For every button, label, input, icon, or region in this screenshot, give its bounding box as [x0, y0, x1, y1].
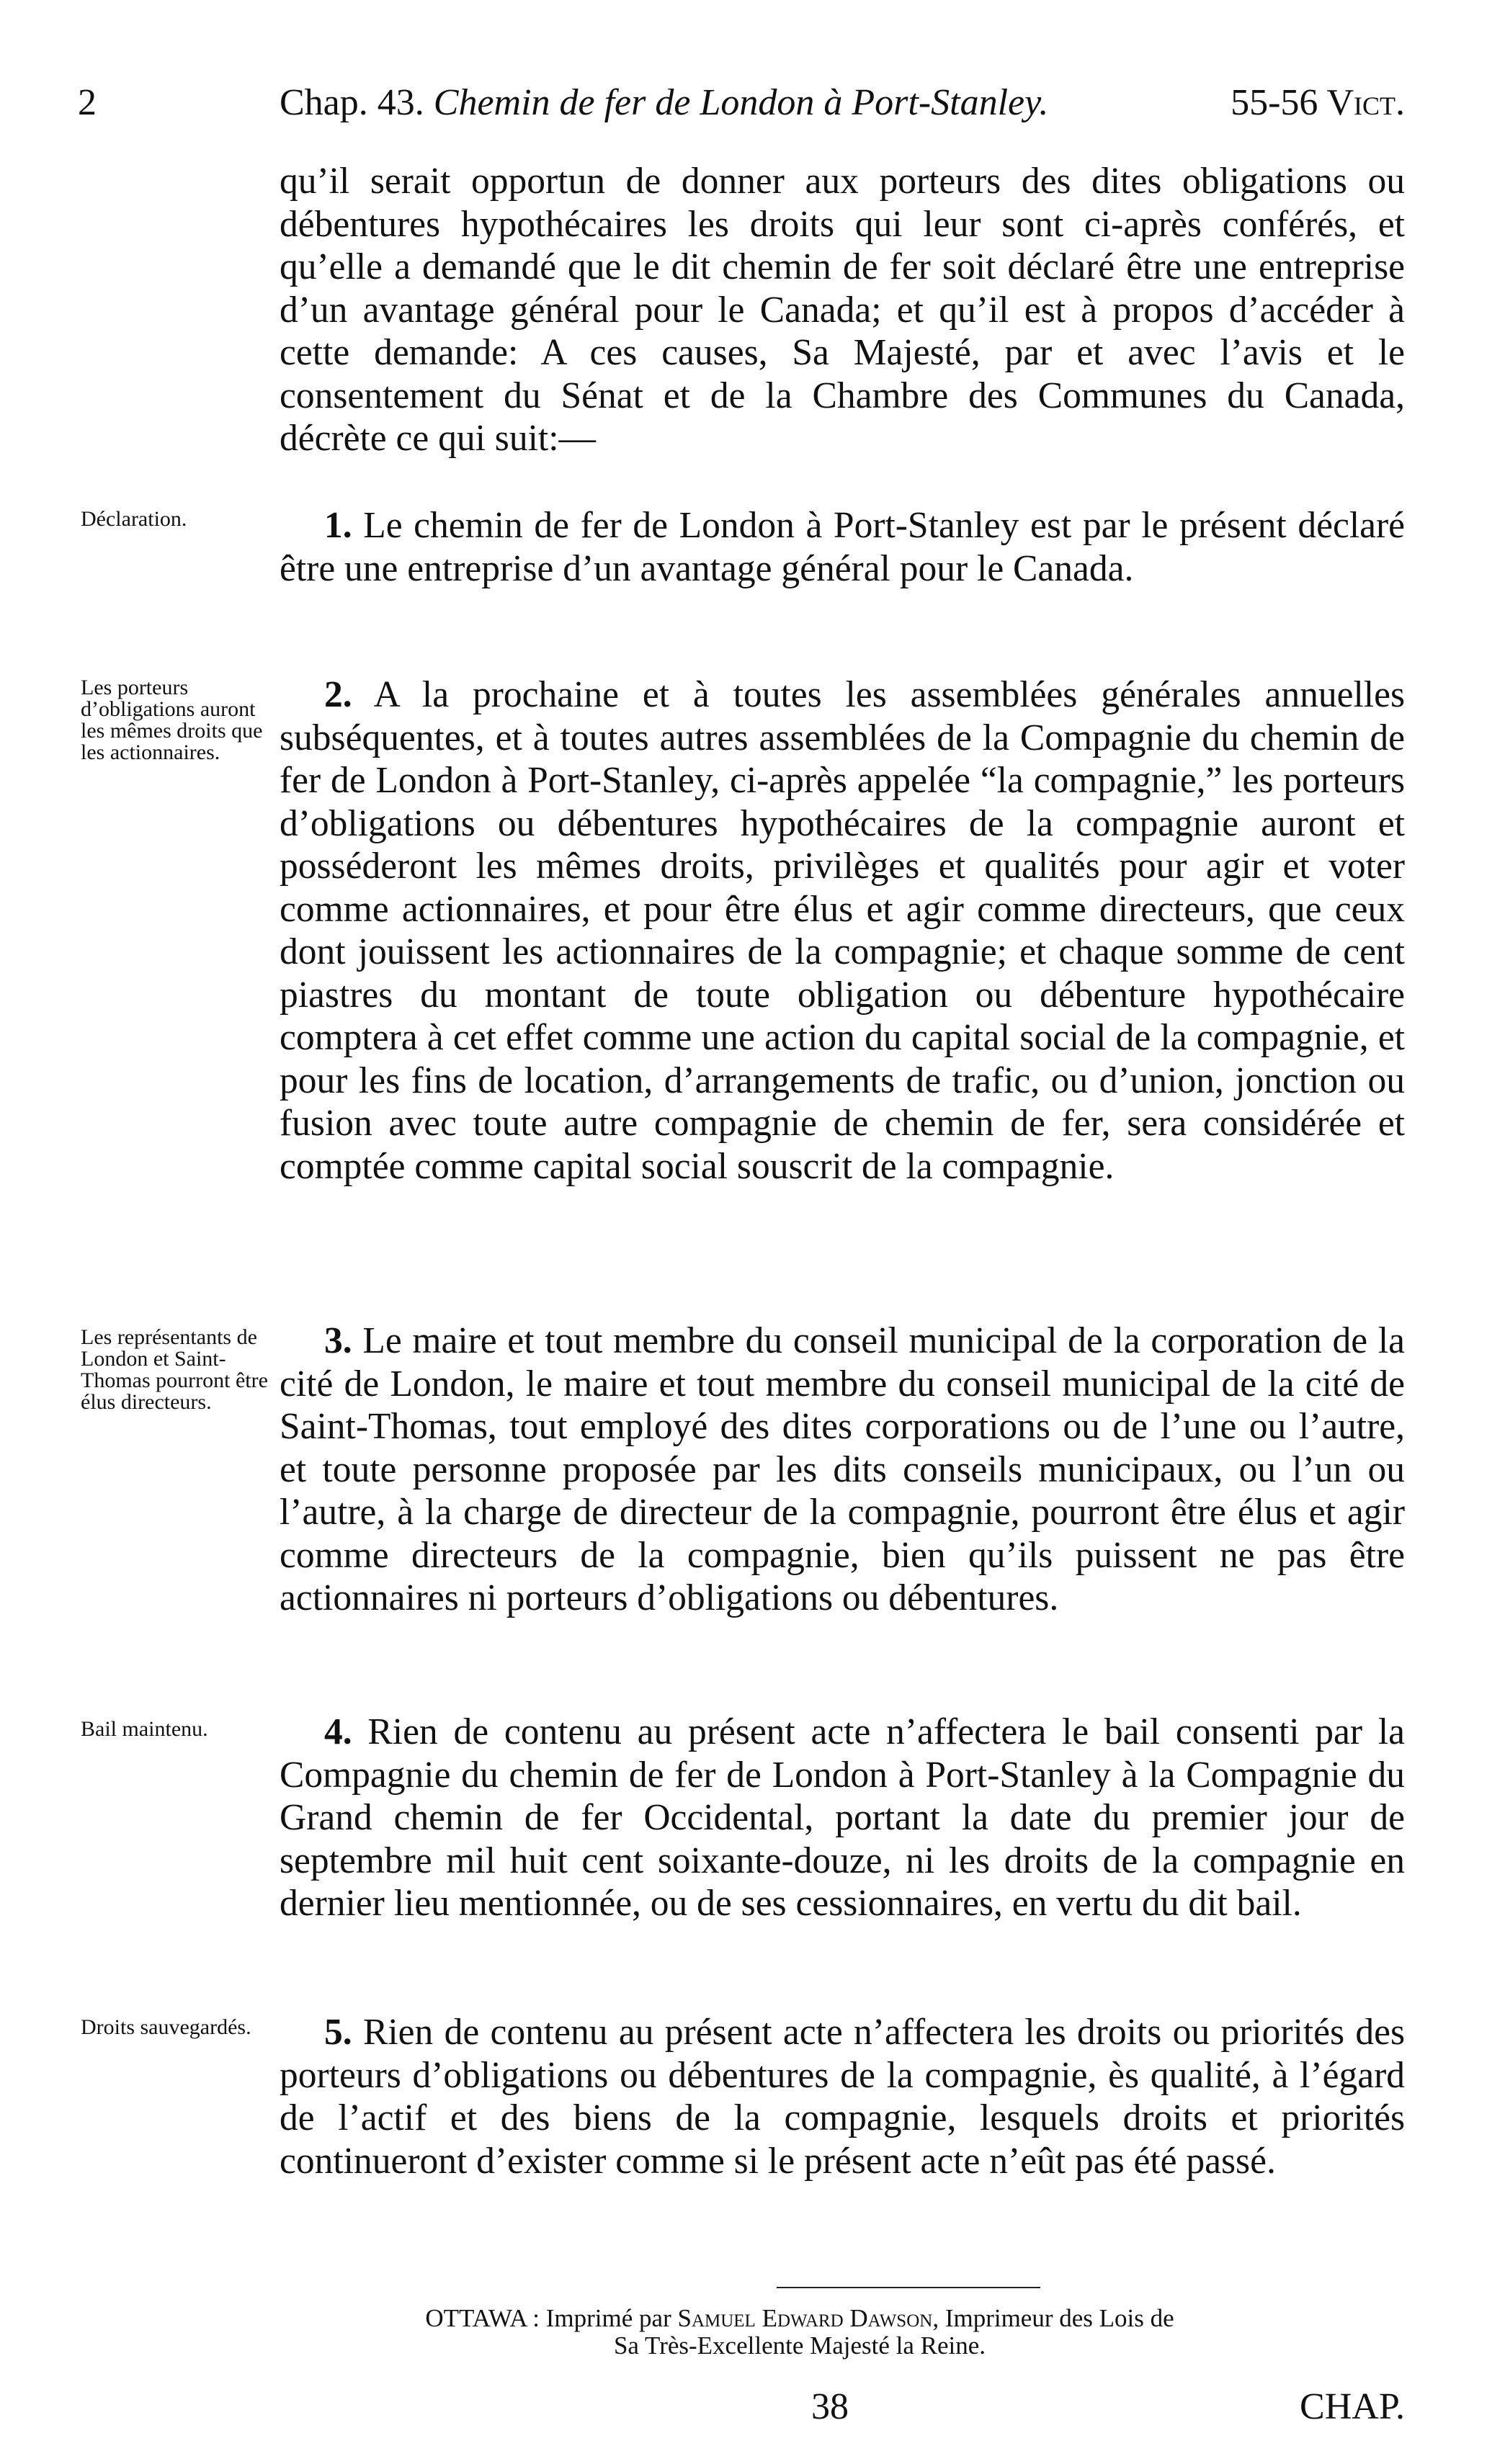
section-5 [280, 2011, 1405, 2182]
margin-note-droits: Droits sauvegardés. [81, 2015, 251, 2039]
section-3 [280, 1320, 1405, 1620]
act-title: Chemin de fer de London à Port-Stanley. [433, 82, 1049, 123]
preamble-paragraph: qu’il serait opportun de donner aux porteurs des dites obligations ou débentures hypothécaires les droits qui leur sont ci-après conférés, et qu’elle a demandé que le dit chemin de fer soit déclaré être une entreprise d’un avantage général pour le Canada; et qu’il est à propos d’accéder à cette demande: A ces causes, Sa Majesté, par et avec l’avis et le consentement du Sénat et de la Chambre des Communes du Canada, décrète ce qui suit:— [280, 161, 1405, 459]
section-text: Rien de contenu au présent acte n’affectera les droits ou priorités des porteurs d’obligations ou débentures de la compagnie, ès qualité, à l’égard de l’actif et des biens de la compagnie, lesquels droits et priorités continueront d’exister comme si le présent acte n’eût pas été passé. [280, 2012, 1406, 2182]
section-2 [280, 673, 1405, 1188]
imprint-line-2: Sa Très-Excellente Majesté la Reine. [613, 2331, 986, 2360]
imprint-suffix: , Imprimeur des Lois de [932, 2304, 1174, 2332]
margin-note-bail: Bail maintenu. [81, 1717, 208, 1741]
imprint-line-1 [187, 2305, 1412, 2332]
section-number: 2. [324, 674, 352, 715]
section-number: 5. [324, 2012, 352, 2053]
footer-rule [777, 2287, 1040, 2288]
section-1 [280, 504, 1405, 590]
page-number: 2 [78, 82, 97, 123]
catchword: CHAP. [1300, 2386, 1405, 2427]
section-number: 4. [324, 1711, 352, 1752]
section-text: Le maire et tout membre du conseil municipal de la corporation de la cité de London, le maire et tout membre du conseil municipal de la cité de Saint-Thomas, tout employé des dites corporations ou de l’une ou l’autre, et toute personne proposée par les dits conseils municipaux, ou l’un ou l’autre, à la charge de directeur de la compagnie, pourront être élus et agir comme directeurs de la compagnie, bien qu’ils puissent ne pas être actionnaires ni porteurs d’obligations ou débentures. [280, 1320, 1405, 1618]
imprint-prefix: OTTAWA : Imprimé par [425, 2304, 678, 2332]
section-text: A la prochaine et à toutes les assemblées générales annuelles subséquentes, et à toutes autres assemblées de la Compagnie du chemin de fer de London à Port-Stanley, ci-après appelée “la compagnie,” les porteurs d’obligations ou débentures hypothécaires de la compagnie auront et posséderont les mêmes droits, privilèges et qualités pour agir et voter comme actionnaires, et pour être élus et agir comme directeurs, que ceux dont jouissent les actionnaires de la compagnie; et chaque somme de cent piastres du montant de toute obligation ou débenture hypothécaire comptera à cet effet comme une action du capital social de la compagnie, et pour les fins de location, d’arrangements de trafic, ou d’union, jonction ou fusion avec toute autre compagnie de chemin de fer, sera considérée et comptée comme capital social souscrit de la compagnie. [280, 674, 1405, 1187]
running-title [280, 78, 1048, 128]
section-number: 1. [324, 505, 352, 546]
margin-note-representants: Les représentants de London et Saint-Thomas pourront être élus directeurs. [81, 1325, 268, 1414]
chapter-label: Chap. 43. [280, 82, 424, 123]
printer-name: Samuel Edward Dawson [677, 2304, 933, 2332]
signature-number: 38 [811, 2386, 849, 2427]
margin-note-declaration: Déclaration. [81, 507, 187, 531]
section-4 [280, 1711, 1405, 1925]
section-text: Le chemin de fer de London à Port-Stanley est par le présent déclaré être une entreprise d’un avantage général pour le Canada. [280, 505, 1405, 589]
section-text: Rien de contenu au présent acte n’affectera le bail consenti par la Compagnie du chemin de fer de London à Port-Stanley à la Compagnie du Grand chemin de fer Occidental, portant la date du premier jour de septembre mil huit cent soixante-douze, ni les droits de la compagnie en dernier lieu mentionnée, ou de ses cessionnaires, en vertu du dit bail. [280, 1711, 1405, 1924]
regnal-year: 55-56 Vict. [1231, 82, 1405, 123]
margin-note-porteurs: Les porteurs d’obligations auront les mêmes droits que les actionnaires. [81, 676, 263, 764]
section-number: 3. [324, 1320, 352, 1361]
running-header [78, 78, 1405, 128]
